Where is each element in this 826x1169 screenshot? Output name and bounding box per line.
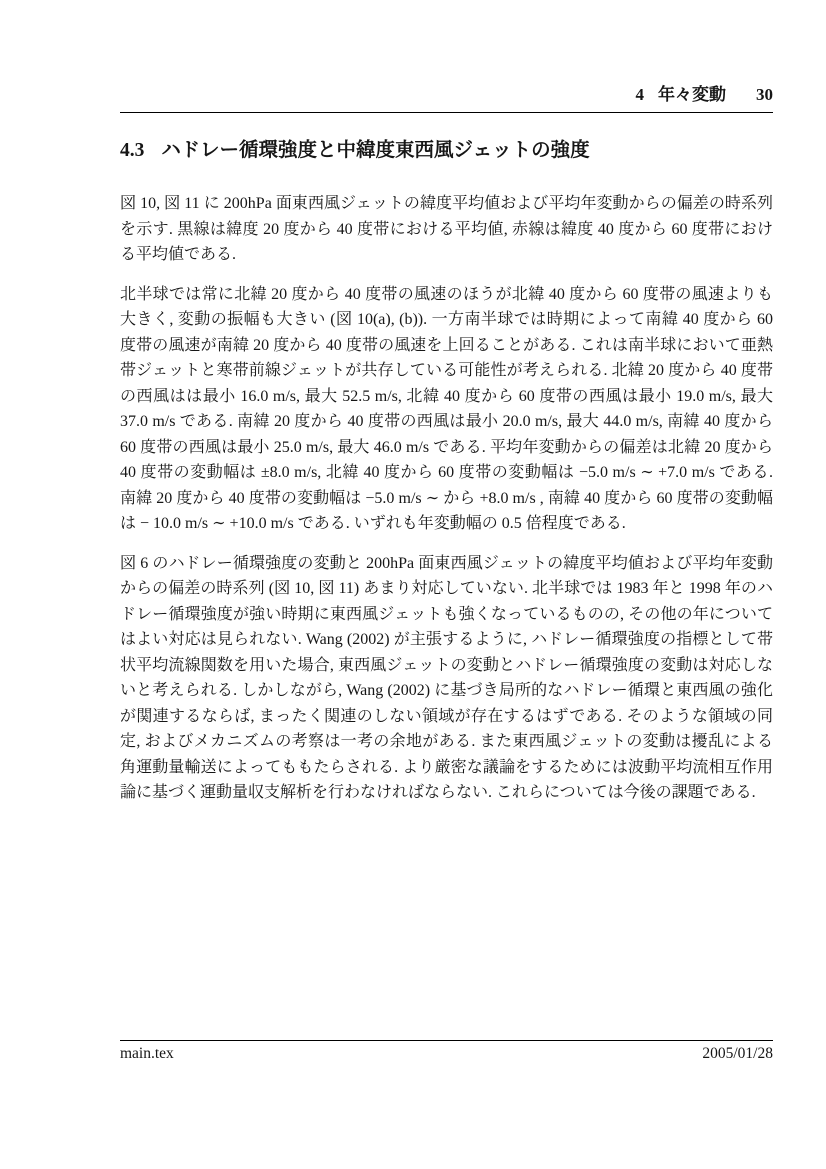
body-text (120, 191, 773, 820)
header-rule (120, 112, 773, 113)
paragraph: 図 6 のハドレー循環強度の変動と 200hPa 面東西風ジェットの緯度平均値および平均年変動からの偏差の時系列 (図 10, 図 11) あまり対応していない. 北半球では 1983 年と 1998 年のハドレー循環強度が強い時期に東西風ジェットも強くなっているものの, その他の年についてはよい対応は見られない. Wang (2002) が主張するように, ハドレー循環強度の指標として帯状平均流線関数を用いた場合, 東西風ジェットの変動とハドレー循環強度の変動は対応しないと考えられる. しかしながら, Wang (2002) に基づき局所的なハドレー循環と東西風の強化が関連するならば, まったく関連のしない領域が存在するはずである. そのような領域の同定, およびメカニズムの考察は一考の余地がある. また東西風ジェットの変動は擾乱による角運動量輸送によってももたらされる. より厳密な議論をするためには波動平均流相互作用論に基づく運動量収支解析を行わなければならない. これらについては今後の課題である. (120, 554, 773, 801)
section-heading-number: 4.3 (120, 140, 145, 161)
footer-date: 2005/01/28 (702, 1045, 773, 1062)
paragraph: 北半球では常に北緯 20 度から 40 度帯の風速のほうが北緯 40 度から 60 度帯の風速よりも大きく, 変動の振幅も大きい (図 10(a), (b)). 一方南半球では時期によって南緯 40 度から 60 度帯の風速が南緯 20 度から 40 度帯の風速を上回ることがある. これは南半球において亜熱帯ジェットと寒帯前線ジェットが共存している可能性が考えられる. 北緯 20 度から 40 度帯の西風はは最小 16.0 m/s, 最大 52.5 m/s, 北緯 40 度から 60 度帯の西風は最小 19.0 m/s, 最大 37.0 m/s である. 南緯 20 度から 40 度帯の西風は最小 20.0 m/s, 最大 44.0 m/s, 南緯 40 度から 60 度帯の西風は最小 25.0 m/s, 最大 46.0 m/s である. 平均年変動からの偏差は北緯 20 度から 40 度帯の変動幅は ±8.0 m/s, 北緯 40 度から 60 度帯の変動幅は −5.0 m/s ∼ +7.0 m/s である. 南緯 20 度から 40 度帯の変動幅は −5.0 m/s ∼ から +8.0 m/s , 南緯 40 度から 60 度帯の変動幅は − 10.0 m/s ∼ +10.0 m/s である. いずれも年変動幅の 0.5 倍程度である. (120, 285, 773, 532)
running-header-section-number: 4 (635, 85, 644, 104)
footer-rule (120, 1040, 773, 1041)
running-header-section-title: 年々変動 (658, 85, 726, 104)
footer-filename: main.tex (120, 1045, 174, 1062)
paragraph: 図 10, 図 11 に 200hPa 面東西風ジェットの緯度平均値および平均年変動からの偏差の時系列を示す. 黒線は緯度 20 度から 40 度帯における平均値, 赤線は緯度 40 度から 60 度帯における平均値である. (120, 195, 773, 263)
page-footer (120, 1044, 773, 1064)
section-heading (120, 138, 773, 164)
section-heading-title: ハドレー循環強度と中緯度東西風ジェットの強度 (161, 140, 590, 161)
running-header (120, 84, 773, 106)
page-number: 30 (756, 85, 773, 104)
